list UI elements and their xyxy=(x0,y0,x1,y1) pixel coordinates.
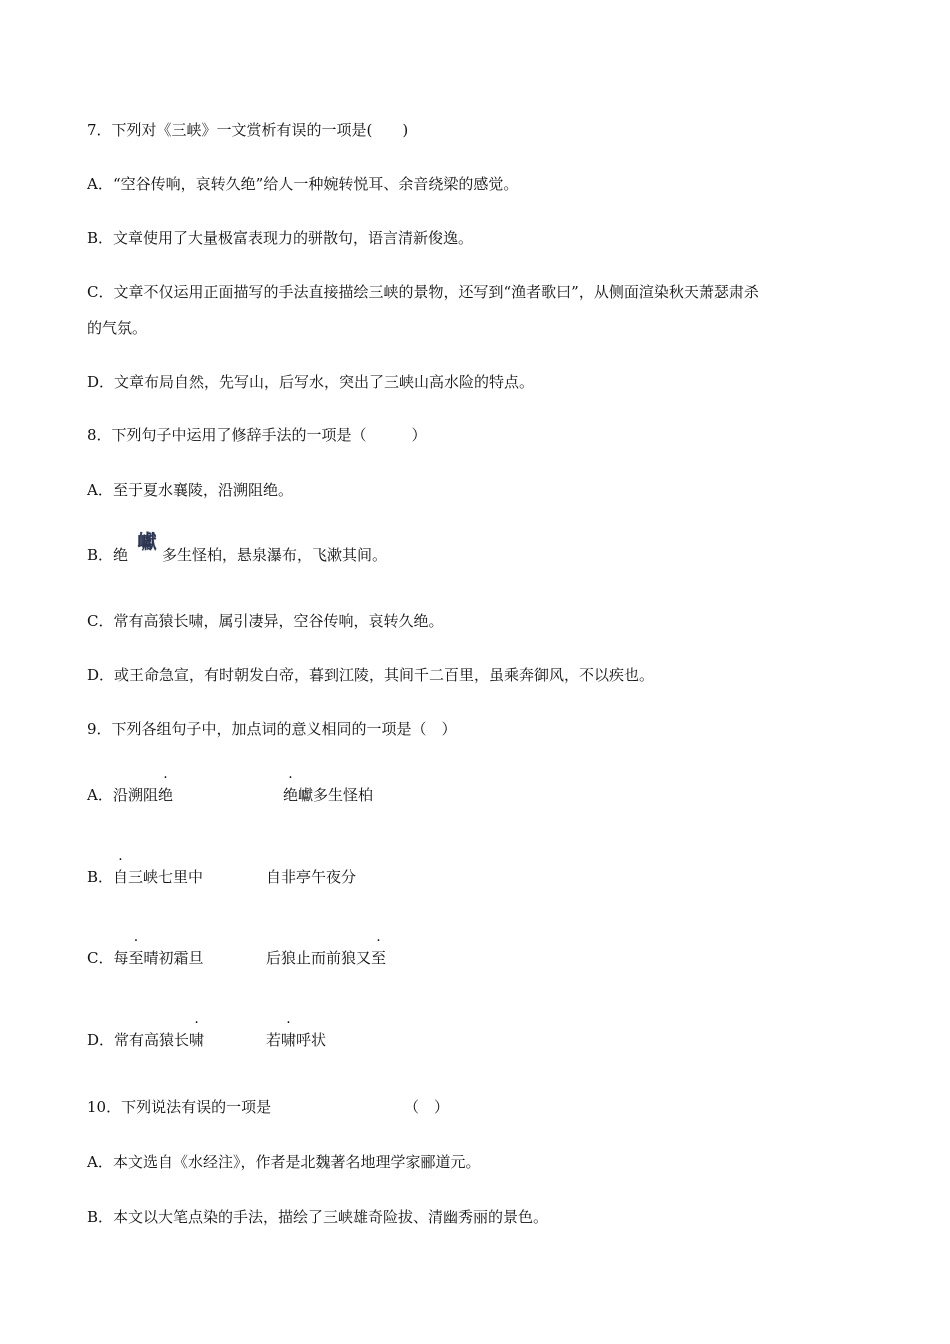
option-text-post: 多生怪柏，悬泉瀑布，飞漱其间。 xyxy=(162,546,388,564)
option-label: D． xyxy=(87,666,115,684)
option-text: 文章布局自然，先写山，后写水，突出了三峡山高水险的特点。 xyxy=(114,373,535,391)
option-label: B． xyxy=(87,868,114,886)
option-label: A． xyxy=(87,481,113,499)
q9-option-c-second xyxy=(266,948,386,968)
q9-stem: 9．下列各组句子中，加点词的意义相同的一项是（ ） xyxy=(87,720,457,738)
q10-option-a xyxy=(87,1152,481,1172)
option-label: B． xyxy=(87,229,114,247)
dotted-word: 啸 xyxy=(189,1031,205,1049)
option-label: C． xyxy=(87,283,114,301)
q7-option-c xyxy=(87,282,759,302)
q9-option-a xyxy=(87,785,173,805)
q8-option-a xyxy=(87,480,293,500)
q8-option-b xyxy=(87,545,387,565)
option-text: 若 xyxy=(266,1031,282,1049)
q8-option-c xyxy=(87,611,444,631)
option-label: A． xyxy=(87,175,113,193)
option-text: 常有高猿长 xyxy=(114,1031,190,1049)
option-text: 三峡七里中 xyxy=(128,868,204,886)
option-text: 或王命急宣，有时朝发白帝，暮到江陵，其间千二百里，虽乘奔御风，不以疾也。 xyxy=(114,666,655,684)
q9-option-d-second xyxy=(266,1030,326,1050)
option-text: 常有高猿长啸，属引凄异，空谷传响，哀转久绝。 xyxy=(113,612,444,630)
option-text: 至于夏水襄陵，沿溯阻绝。 xyxy=(113,481,294,499)
option-text: 呼状 xyxy=(296,1031,327,1049)
option-label: A． xyxy=(87,786,113,804)
q9-option-d xyxy=(87,1030,204,1050)
q9-option-b-second: 自非亭午夜分 xyxy=(266,868,357,886)
option-text: 本文选自《水经注》，作者是北魏著名地理学家郦道元。 xyxy=(113,1153,481,1171)
dotted-word: 自 xyxy=(113,868,129,886)
option-text: 沿溯阻 xyxy=(113,786,159,804)
option-label: C． xyxy=(87,612,114,630)
q9-option-a-second xyxy=(283,785,373,805)
q7-option-b xyxy=(87,228,473,248)
dotted-word: 绝 xyxy=(158,786,174,804)
q7-option-a xyxy=(87,174,518,194)
option-label: C． xyxy=(87,949,114,967)
q9-option-c xyxy=(87,948,204,968)
q10-stem: 10．下列说法有误的一项是 xyxy=(87,1098,272,1116)
option-label: B． xyxy=(87,1208,114,1226)
option-text: 文章使用了大量极富表现力的骈散句，语言清新俊逸。 xyxy=(113,229,474,247)
q7-option-c-cont: 的气氛。 xyxy=(87,319,148,337)
option-label: D． xyxy=(87,1031,115,1049)
q10-option-b xyxy=(87,1207,548,1227)
character-image: 巘 xyxy=(137,530,157,553)
option-text: “空谷传响，哀转久绝”给人一种婉转悦耳、余音绕梁的感觉。 xyxy=(113,175,519,193)
q7-stem: 7．下列对《三峡》一文赏析有误的一项是( ) xyxy=(87,121,409,139)
option-text-pre: 绝 xyxy=(113,546,129,564)
option-text: 文章不仅运用正面描写的手法直接描绘三峡的景物，还写到“渔者歌曰”，从侧面渲染秋天萧瑟肃杀 xyxy=(113,283,759,301)
q7-option-d xyxy=(87,372,534,392)
option-text: 巘多生怪柏 xyxy=(298,786,374,804)
dotted-word: 绝 xyxy=(283,786,299,804)
option-label: B． xyxy=(87,546,114,564)
dotted-word: 至 xyxy=(128,949,144,967)
q9-option-b xyxy=(87,867,203,887)
q8-stem: 8．下列句子中运用了修辞手法的一项是（ ） xyxy=(87,426,427,444)
option-text: 晴初霜旦 xyxy=(143,949,204,967)
option-label: A． xyxy=(87,1153,113,1171)
dotted-word: 啸 xyxy=(281,1031,297,1049)
option-text: 后狼止而前狼又 xyxy=(266,949,372,967)
option-text: 本文以大笔点染的手法，描绘了三峡雄奇险拔、清幽秀丽的景色。 xyxy=(113,1208,549,1226)
q10-answer-paren: （ ） xyxy=(404,1098,450,1116)
option-label: D． xyxy=(87,373,115,391)
option-text: 每 xyxy=(113,949,129,967)
q8-option-d xyxy=(87,665,654,685)
dotted-word: 至 xyxy=(371,949,387,967)
